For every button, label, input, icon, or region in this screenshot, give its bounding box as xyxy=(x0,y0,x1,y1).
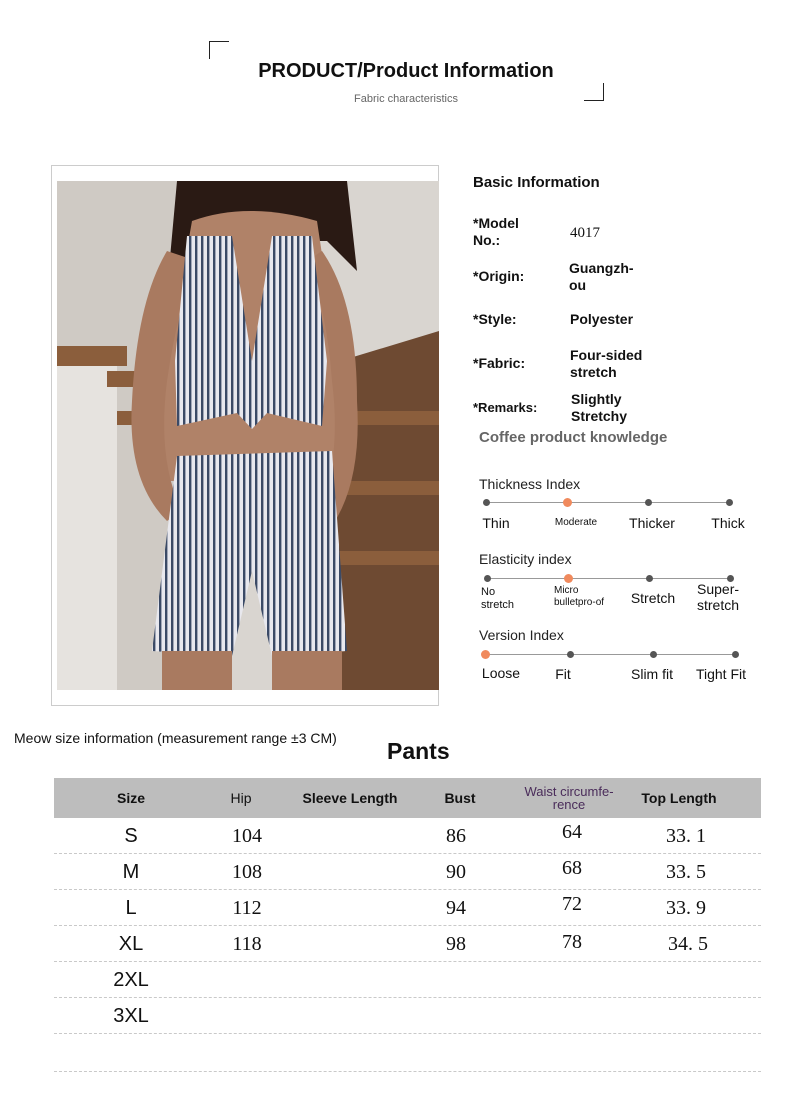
version-dot-fit xyxy=(567,651,574,658)
cell-top-length: 33. 5 xyxy=(666,860,706,883)
product-photo xyxy=(57,181,439,690)
info-label: *Origin: xyxy=(473,268,525,284)
info-label: *Style: xyxy=(473,311,517,327)
cell-sleeve xyxy=(294,926,406,962)
size-table-title: Pants xyxy=(387,738,450,764)
info-value: 4017 xyxy=(570,225,600,241)
cell-sleeve xyxy=(294,818,406,854)
table-row xyxy=(54,962,761,998)
thickness-scale-line xyxy=(486,502,729,503)
basic-info-heading: Basic Information xyxy=(473,174,600,191)
cell-hip: 104 xyxy=(232,824,262,847)
thickness-dot-moderate-selected xyxy=(563,498,572,507)
elasticity-label-no-stretch: No stretch xyxy=(481,586,515,611)
cell-size: S xyxy=(124,824,138,847)
info-value: Four-sided stretch xyxy=(570,347,643,380)
cell-hip: 112 xyxy=(232,896,262,919)
elasticity-index-title: Elasticity index xyxy=(479,551,572,567)
page-title: PRODUCT/Product Information xyxy=(258,60,554,82)
cell-waist: 78 xyxy=(562,930,582,953)
table-row xyxy=(54,890,761,926)
thickness-index-title: Thickness Index xyxy=(479,476,581,492)
basic-info-section xyxy=(473,174,773,191)
cell-hip: 118 xyxy=(232,932,262,955)
page-subtitle: Fabric characteristics xyxy=(354,93,458,105)
thickness-label-thicker: Thicker xyxy=(629,515,675,531)
version-dot-tight-fit xyxy=(732,651,739,658)
version-index-title: Version Index xyxy=(479,627,564,643)
product-photo-frame xyxy=(51,165,439,706)
header-bust: Bust xyxy=(444,790,476,806)
thickness-label-moderate: Moderate xyxy=(554,517,598,528)
table-row xyxy=(54,926,761,962)
cell-waist: 64 xyxy=(562,820,582,843)
cell-hip: 108 xyxy=(232,860,262,883)
version-label-fit: Fit xyxy=(555,666,571,682)
thickness-label-thin: Thin xyxy=(482,515,510,531)
cell-bust: 98 xyxy=(446,932,466,955)
cell-bust: 86 xyxy=(446,824,466,847)
elasticity-label-micro: Micro bulletpro-of xyxy=(554,585,605,608)
cell-sleeve xyxy=(294,890,406,926)
product-photo-illustration xyxy=(57,181,439,690)
corner-bracket-top-left xyxy=(209,41,229,59)
version-label-tight-fit: Tight Fit xyxy=(695,666,747,682)
table-row xyxy=(54,1036,761,1072)
header-sleeve-length: Sleeve Length xyxy=(302,790,398,806)
info-value: Slightly Stretchy xyxy=(571,391,628,424)
table-row xyxy=(54,854,761,890)
thickness-dot-thick xyxy=(726,499,733,506)
info-value: Polyester xyxy=(570,311,634,327)
version-label-loose: Loose xyxy=(481,665,521,681)
table-row xyxy=(54,998,761,1034)
size-table-header xyxy=(54,778,761,818)
cell-size: L xyxy=(125,896,137,919)
elasticity-label-super-stretch: Super-stretch xyxy=(697,581,740,613)
cell-size: XL xyxy=(118,932,144,955)
elasticity-dot-micro-selected xyxy=(564,574,573,583)
cell-top-length: 34. 5 xyxy=(668,932,708,955)
cell-waist: 72 xyxy=(562,892,582,915)
version-label-slim-fit: Slim fit xyxy=(631,666,673,682)
info-label: *Model No.: xyxy=(473,215,519,248)
cell-size: 3XL xyxy=(113,1004,149,1027)
header-waist: Waist circumfe-rence xyxy=(524,784,614,812)
info-label: *Remarks: xyxy=(473,400,538,415)
elasticity-scale-line xyxy=(487,578,730,579)
info-value: Guangzh-ou xyxy=(569,260,634,293)
elasticity-label-stretch: Stretch xyxy=(630,590,676,606)
cell-bust: 94 xyxy=(446,896,466,919)
header-top-length: Top Length xyxy=(641,790,717,806)
version-dot-loose-selected xyxy=(481,650,490,659)
info-label: *Fabric: xyxy=(473,355,526,371)
table-row xyxy=(54,818,761,854)
cell-bust: 90 xyxy=(446,860,466,883)
size-table-caption: Meow size information (measurement range ±3 CM) xyxy=(14,730,337,746)
header-size: Size xyxy=(116,790,145,806)
cell-size: M xyxy=(122,860,140,883)
elasticity-dot-no-stretch xyxy=(484,575,491,582)
elasticity-dot-stretch xyxy=(646,575,653,582)
version-dot-slim-fit xyxy=(650,651,657,658)
cell-top-length: 33. 1 xyxy=(666,824,706,847)
cell-top-length: 33. 9 xyxy=(666,896,706,919)
thickness-label-thick: Thick xyxy=(711,515,745,531)
cell-sleeve xyxy=(294,854,406,890)
thickness-dot-thicker xyxy=(645,499,652,506)
cell-size: 2XL xyxy=(113,968,149,991)
cell-waist: 68 xyxy=(562,856,582,879)
version-scale-line xyxy=(485,654,735,655)
header-hip: Hip xyxy=(230,790,252,806)
thickness-dot-thin xyxy=(483,499,490,506)
product-knowledge-heading: Coffee product knowledge xyxy=(479,429,668,446)
